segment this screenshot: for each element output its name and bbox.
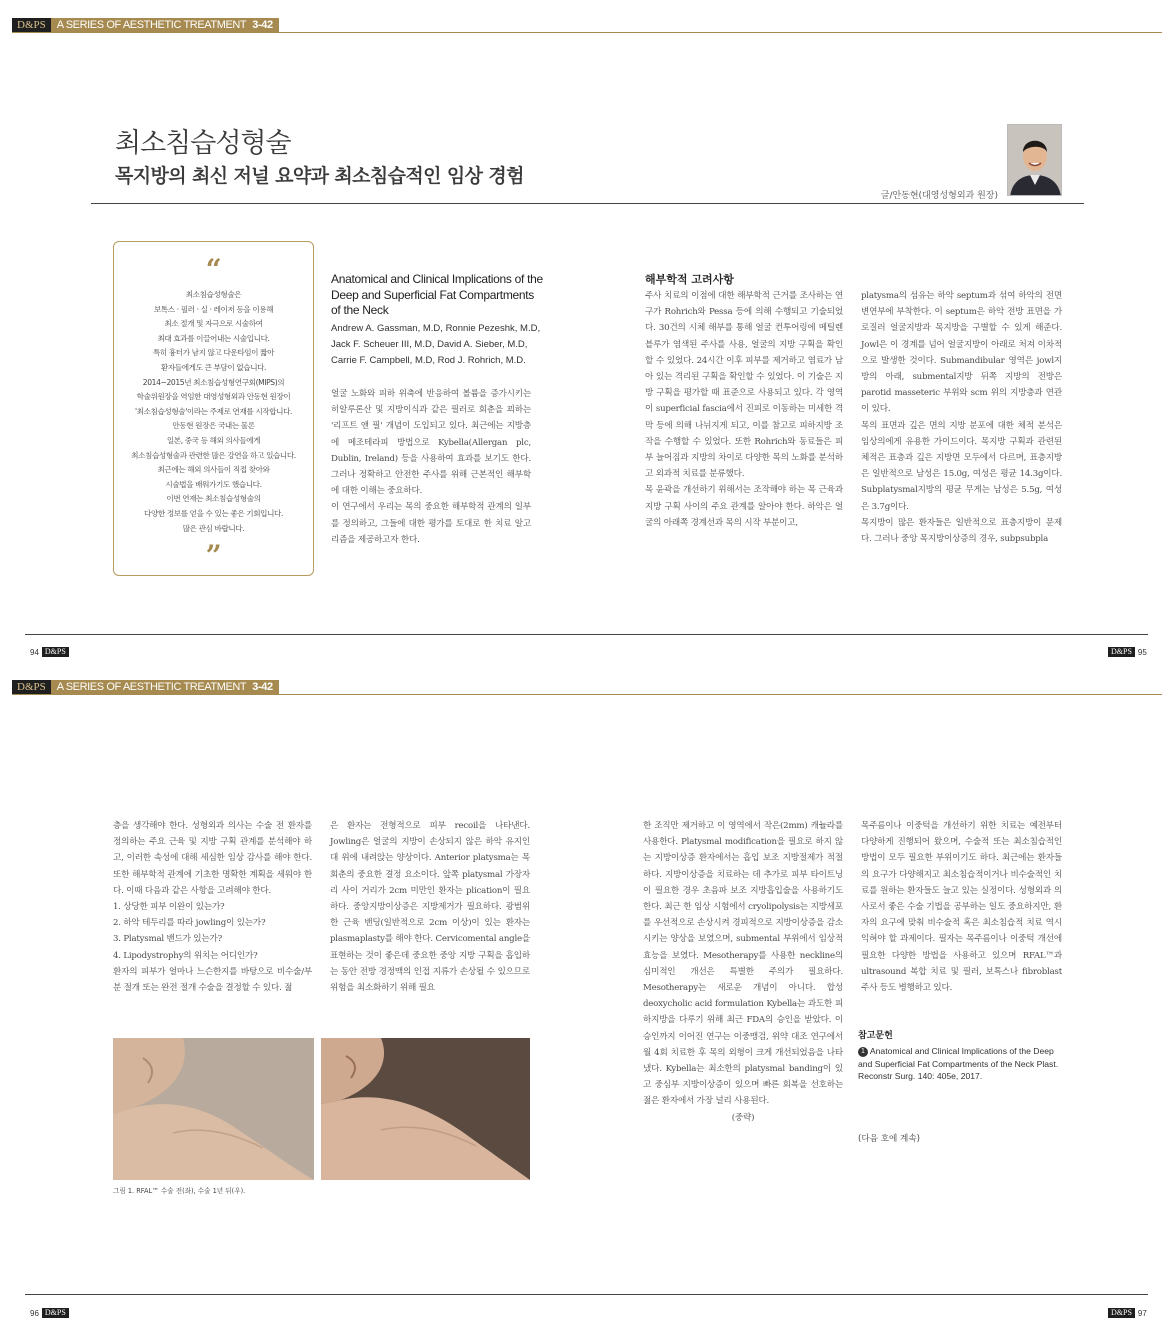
quote-line: 시술법을 배워가기도 했습니다.: [165, 479, 262, 489]
page-subtitle: 목지방의 최신 저널 요약과 최소침습적인 임상 경험: [115, 165, 524, 187]
series-header: [12, 18, 279, 32]
title-block: [115, 126, 524, 190]
reference-item: [858, 1045, 1063, 1083]
page-number: 94: [30, 647, 39, 657]
figure-before: [113, 1038, 314, 1180]
article-authors: Andrew A. Gassman, M.D, Ronnie Pezeshk, M.D, Jack F. Scheuer III, M.D, David A. Sieber, M.D, Carrie F. Campbell, M.D, Rod J. Rohrich, M.D.: [331, 323, 541, 366]
anatomy-paragraph: 주사 치료의 이점에 대한 해부학적 근거를 조사하는 연구가 Rohrich와 Pessa 등에 의해 수행되고 기술되었다. 30건의 시체 해부를 통해 얼굴 컨투어링에 메틸렌블루가 염색된 주사를 사용, 얼굴의 지방 구획을 확인할 수 있었다. 24시간 이후 피부를 제거하고 염료가 남아 있는 격리된 구획을 확인할 수 있었다. 이 기술은 지방 구획을 평가할 때 표준으로 사용되고 있다. 각 영역이 superficial fascia에서 진피로 이동하는 미세한 격막 등에 의해 나뉘지게 되고, 이를 참고로 피하지방 조작을 수행할 수 있었다. 또한 Rohrich와 동료들은 피부 늘어짐과 지방의 차이로 다양한 목의 노화를 분석하고 외과적 치료를 분류했다.: [645, 291, 843, 480]
page-footer-96: [30, 1308, 69, 1318]
checklist-item: 3. Platysmal 밴드가 있는가?: [113, 934, 223, 945]
checklist-item: 4. Lipodystrophy의 위치는 어디인가?: [113, 950, 258, 961]
author-photo: [1007, 124, 1062, 196]
body-paragraph: 목주름이나 이중턱을 개선하기 위한 치료는 예전부터 다양하게 진행되어 왔으며, 수술적 또는 최소침습적인 방법이 모두 필요한 부위이기도 하다. 최근에는 환자들의 요구가 다양해지고 최소침습적이거나 비수술적인 치료를 원하는 환자들도 늘고 있는 실정이다. 성형외과 의사로서 좋은 수술 기법을 공부하는 일도 중요하지만, 환자의 요구에 맞춰 비수술적 혹은 최소침습적 치료 역시 익혀야 할 과제이다. 필자는 목주름이나 이중턱 개선에 필요한 다양한 방법을 사용하고 있으며 RFAL™과 ultrasound 복합 치료 및 필러, 보톡스나 fibroblast 주사 등도 병행하고 있다.: [861, 821, 1062, 994]
anatomy-paragraph: 목의 표면과 깊은 면의 지방 분포에 대한 체적 분석은 임상의에게 유용한 가이드이다. 목지방 구획과 관련된 체적은 표층과 깊은 지방면 모두에서 다르며, 표층지방은 일반적으로 남성은 15.0g, 여성은 평균 14.3g이다. Subplatysmal지방의 평균 무게는 남성은 5.5g, 여성은 3.7g이다.: [861, 420, 1062, 512]
dps-badge: D&PS: [12, 18, 51, 32]
quote-text: [114, 288, 313, 536]
body-paragraph: 한 조직만 제거하고 이 영역에서 작은(2mm) 캐뉼라를 사용한다. Platysmal modification을 필요로 하지 않는 지방이상증 환자에서는 흡입 보조 지방절제가 적절하다. 지방이상증을 치료하는 데 추가로 피부 타이트닝이 필요한 경우 초음파 보조 지방흡입술을 사용하기도 한다. 최근 한 임상 시험에서 cryolipolysis는 지방세포를 우선적으로 손상시켜 경피적으로 지방이상증을 감소시키는 양상을 보였으며, submental 부위에서 임상적 효능을 보였다. Mesotherapy를 사용한 neckline의 심미적인 개선은 특별한 주의가 필요하다. Mesotherapy는 새로운 개념이 아니다. 합성 deoxycholic acid formulation Kybella는 과도한 피하지방을 다루기 위해 최근 FDA의 승인을 받았다. 이 승인까지 이어진 연구는 이중맹검, 위약 대조 연구에서 월 4회 치료한 후 목의 외형이 크게 개선되었음을 나타냈다. Kybella는 최소한의 platysmal banding이 있고 중심부 지방이상증이 있으며 빠른 회복을 선호하는 젊은 환자에서 가장 널리 사용된다.: [643, 821, 843, 1107]
close-quote-icon: ”: [205, 539, 222, 573]
footer-logo: D&PS: [42, 1308, 69, 1318]
quote-line: '최소침습성형술'이라는 주제로 연재를 시작합니다.: [134, 406, 293, 416]
reference-number: 1: [858, 1047, 868, 1057]
anatomy-column-1: [645, 288, 843, 531]
quote-line: 안동현 원장은 국내는 물론: [172, 421, 255, 431]
reference-text: Anatomical and Clinical Implications of the Deep and Superficial Fat Compartments of the Neck Plast. Reconstr Surg. 140: 405e, 2017.: [858, 1046, 1059, 1081]
article-intro: [331, 386, 531, 548]
references-heading: 참고문헌: [858, 1031, 893, 1041]
quote-line: 최대 효과를 이끌어내는 시술입니다.: [157, 333, 270, 343]
quote-line: 보톡스 · 필러 · 실 · 레이저 등을 이용해: [153, 304, 274, 314]
footer-logo: D&PS: [42, 647, 69, 657]
page-number: 95: [1137, 647, 1147, 657]
author-byline: 글/안동현(대영성형외과 원장): [880, 191, 998, 201]
series-title: A SERIES OF AESTHETIC TREATMENT: [56, 681, 247, 693]
page2-column-2: [330, 818, 530, 996]
footer-rule-top: [25, 634, 1148, 635]
quote-line: 최소 절개 및 자극으로 시술하여: [164, 319, 263, 329]
body-paragraph: 층을 생각해야 한다. 성형외과 의사는 수술 전 환자를 정의하는 주요 근육 및 지방 구획 관계를 분석해야 하고, 이러한 속성에 대해 세심한 임상 감사를 해야 한다. 또한 해부학적 관계에 기초한 명확한 계획을 세워야 한다. 이때 다음과 같은 사항을 고려해야 한다.: [113, 821, 312, 896]
omission-note: (중략): [731, 1112, 755, 1123]
quote-line: 최소침습성형술과 관련한 많은 강연을 하고 있습니다.: [131, 450, 296, 460]
series-label: [51, 18, 279, 32]
section-heading-anatomy: 해부학적 고려사항: [645, 273, 734, 286]
footer-rule-bottom: [25, 1294, 1148, 1295]
header-rule-2: [12, 694, 1162, 695]
quote-line: 많은 관심 바랍니다.: [182, 523, 245, 533]
quote-line: 다양한 정보를 얻을 수 있는 좋은 기회입니다.: [144, 508, 283, 518]
page-number: 96: [30, 1308, 39, 1318]
body-paragraph: 환자의 피부가 얼마나 느슨한지를 바탕으로 비수술/부분 절개 또는 완전 절개 수술을 결정할 수 있다. 젊: [113, 966, 312, 994]
page2-column-3: [643, 818, 843, 1126]
quote-line: 환자들에게도 큰 부담이 없습니다.: [160, 362, 267, 372]
figure-caption: 그림 1. RFAL™ 수술 전(좌), 수술 1년 뒤(우).: [113, 1187, 246, 1195]
anatomy-paragraph: platysma의 섬유는 하악 septum과 섞여 하악의 전면 변연부에 부착한다. 이 septum은 하악 전방 표면을 가로질러 얼굴지방과 목지방을 구별할 수 있게 해준다. Jowl은 이 경계를 넘어 얼굴지방이 아래로 처져 이차적으로 발생한 것이다. Submandibular 영역은 jowl지방의 아래, submental지방 뒤쪽 지방의 전방은 parotid masseteric 부위와 scm 위의 지방층과 연관이 있다.: [861, 291, 1062, 415]
anatomy-paragraph: 목지방이 많은 환자들은 일반적으로 표층지방이 문제다. 그러나 중앙 목지방이상증의 경우, subpsubpla: [861, 517, 1062, 545]
anatomy-paragraph: 목 윤곽을 개선하기 위해서는 조작해야 하는 목 근육과 지방 구획 사이의 주요 관계를 알아야 한다. 하악은 얼굴의 아래쪽 경계선과 목의 시작 부분이고,: [645, 485, 843, 528]
quote-line: 특히 흉터가 남지 않고 다운타임이 짧아: [152, 348, 275, 358]
checklist-item: 1. 상당한 피부 이완이 있는가?: [113, 902, 225, 913]
page2-column-4: [861, 818, 1062, 996]
continued-note: (다음 호에 계속): [858, 1134, 920, 1144]
title-rule: [91, 203, 1084, 204]
intro-paragraph: 이 연구에서 우리는 목의 중요한 해부학적 관계의 일부를 정의하고, 그들에 대한 평가를 토대로 한 치료 알고리즘을 제공하고자 한다.: [331, 502, 531, 545]
series-label: [51, 680, 279, 694]
author-portrait-icon: [1008, 125, 1062, 196]
body-paragraph: 은 환자는 전형적으로 피부 recoil을 나타낸다. Jowling은 얼굴의 지방이 손상되지 않은 하악 유지인대 위에 내려앉는 양상이다. Anterior platysma는 목 회춘의 중요한 결정 요소이다. 앞쪽 platysmal 가장자리 사이 거리가 2cm 미만인 환자는 plication이 필요하다. 중앙지방이상증은 지방제거가 필요하다. 광범위한 근육 밴딩(일반적으로 2cm 이상)이 있는 환자는 plasmaplasty를 해야 한다. Cervicomental angle을 표현하는 것이 좋은데 중요한 중앙 지방 구획을 흡입하는 동안 전방 경정맥의 인접 지류가 손상될 수 있으므로 위험을 최소화하기 위해 필요: [330, 821, 530, 994]
series-number: 3-42: [252, 19, 273, 31]
page-footer-94: [30, 647, 69, 657]
series-header-2: [12, 680, 279, 694]
quote-line: 최소침습성형술은: [185, 290, 242, 299]
neck-before-photo-icon: [113, 1038, 314, 1180]
quote-line: 2014~2015년 최소침습성형연구회(MIPS)의: [142, 377, 285, 387]
figure-after: [321, 1038, 530, 1180]
quote-line: 이번 연재는 최소침습성형술의: [166, 494, 261, 504]
quote-line: 학술위원장을 역임한 대영성형외과 안동현 원장이: [136, 392, 291, 402]
open-quote-icon: “: [205, 253, 222, 286]
neck-after-photo-icon: [321, 1038, 530, 1180]
intro-paragraph: 얼굴 노화와 피하 위축에 반응하여 볼륨을 증가시키는 히알루론산 및 지방이식과 같은 필러로 회춘을 꾀하는 '리프트 앤 필' 개념이 도입되고 있다. 최근에는 지방층에 메조테라피 방법으로 Kybella(Allergan plc, Dublin, Ireland) 등을 사용하여 효과를 보기도 한다. 그러나 정확하고 안전한 주사를 위해 근본적인 해부학에 대한 이해는 중요하다.: [331, 389, 531, 497]
footer-logo: D&PS: [1108, 1308, 1135, 1318]
header-rule: [12, 32, 1162, 33]
page-number: 97: [1137, 1308, 1147, 1318]
series-title: A SERIES OF AESTHETIC TREATMENT: [56, 19, 247, 31]
page2-column-1: [113, 818, 312, 996]
dps-badge: D&PS: [12, 680, 51, 694]
page-footer-97: [1108, 1308, 1147, 1318]
intro-quote-box: [113, 241, 314, 576]
series-number: 3-42: [252, 681, 273, 693]
quote-line: 일본, 중국 등 해외 의사들에게: [166, 435, 261, 445]
anatomy-column-2: [861, 288, 1062, 547]
footer-logo: D&PS: [1108, 647, 1135, 657]
checklist-item: 2. 하악 테두리를 따라 jowling이 있는가?: [113, 918, 266, 929]
quote-line: 최근에는 해외 의사들이 직접 찾아와: [157, 465, 270, 475]
page-footer-95: [1108, 647, 1147, 657]
page-title: 최소침습성형술: [115, 128, 291, 159]
article-title: Anatomical and Clinical Implications of the Deep and Superficial Fat Compartments of the Neck: [331, 272, 543, 317]
